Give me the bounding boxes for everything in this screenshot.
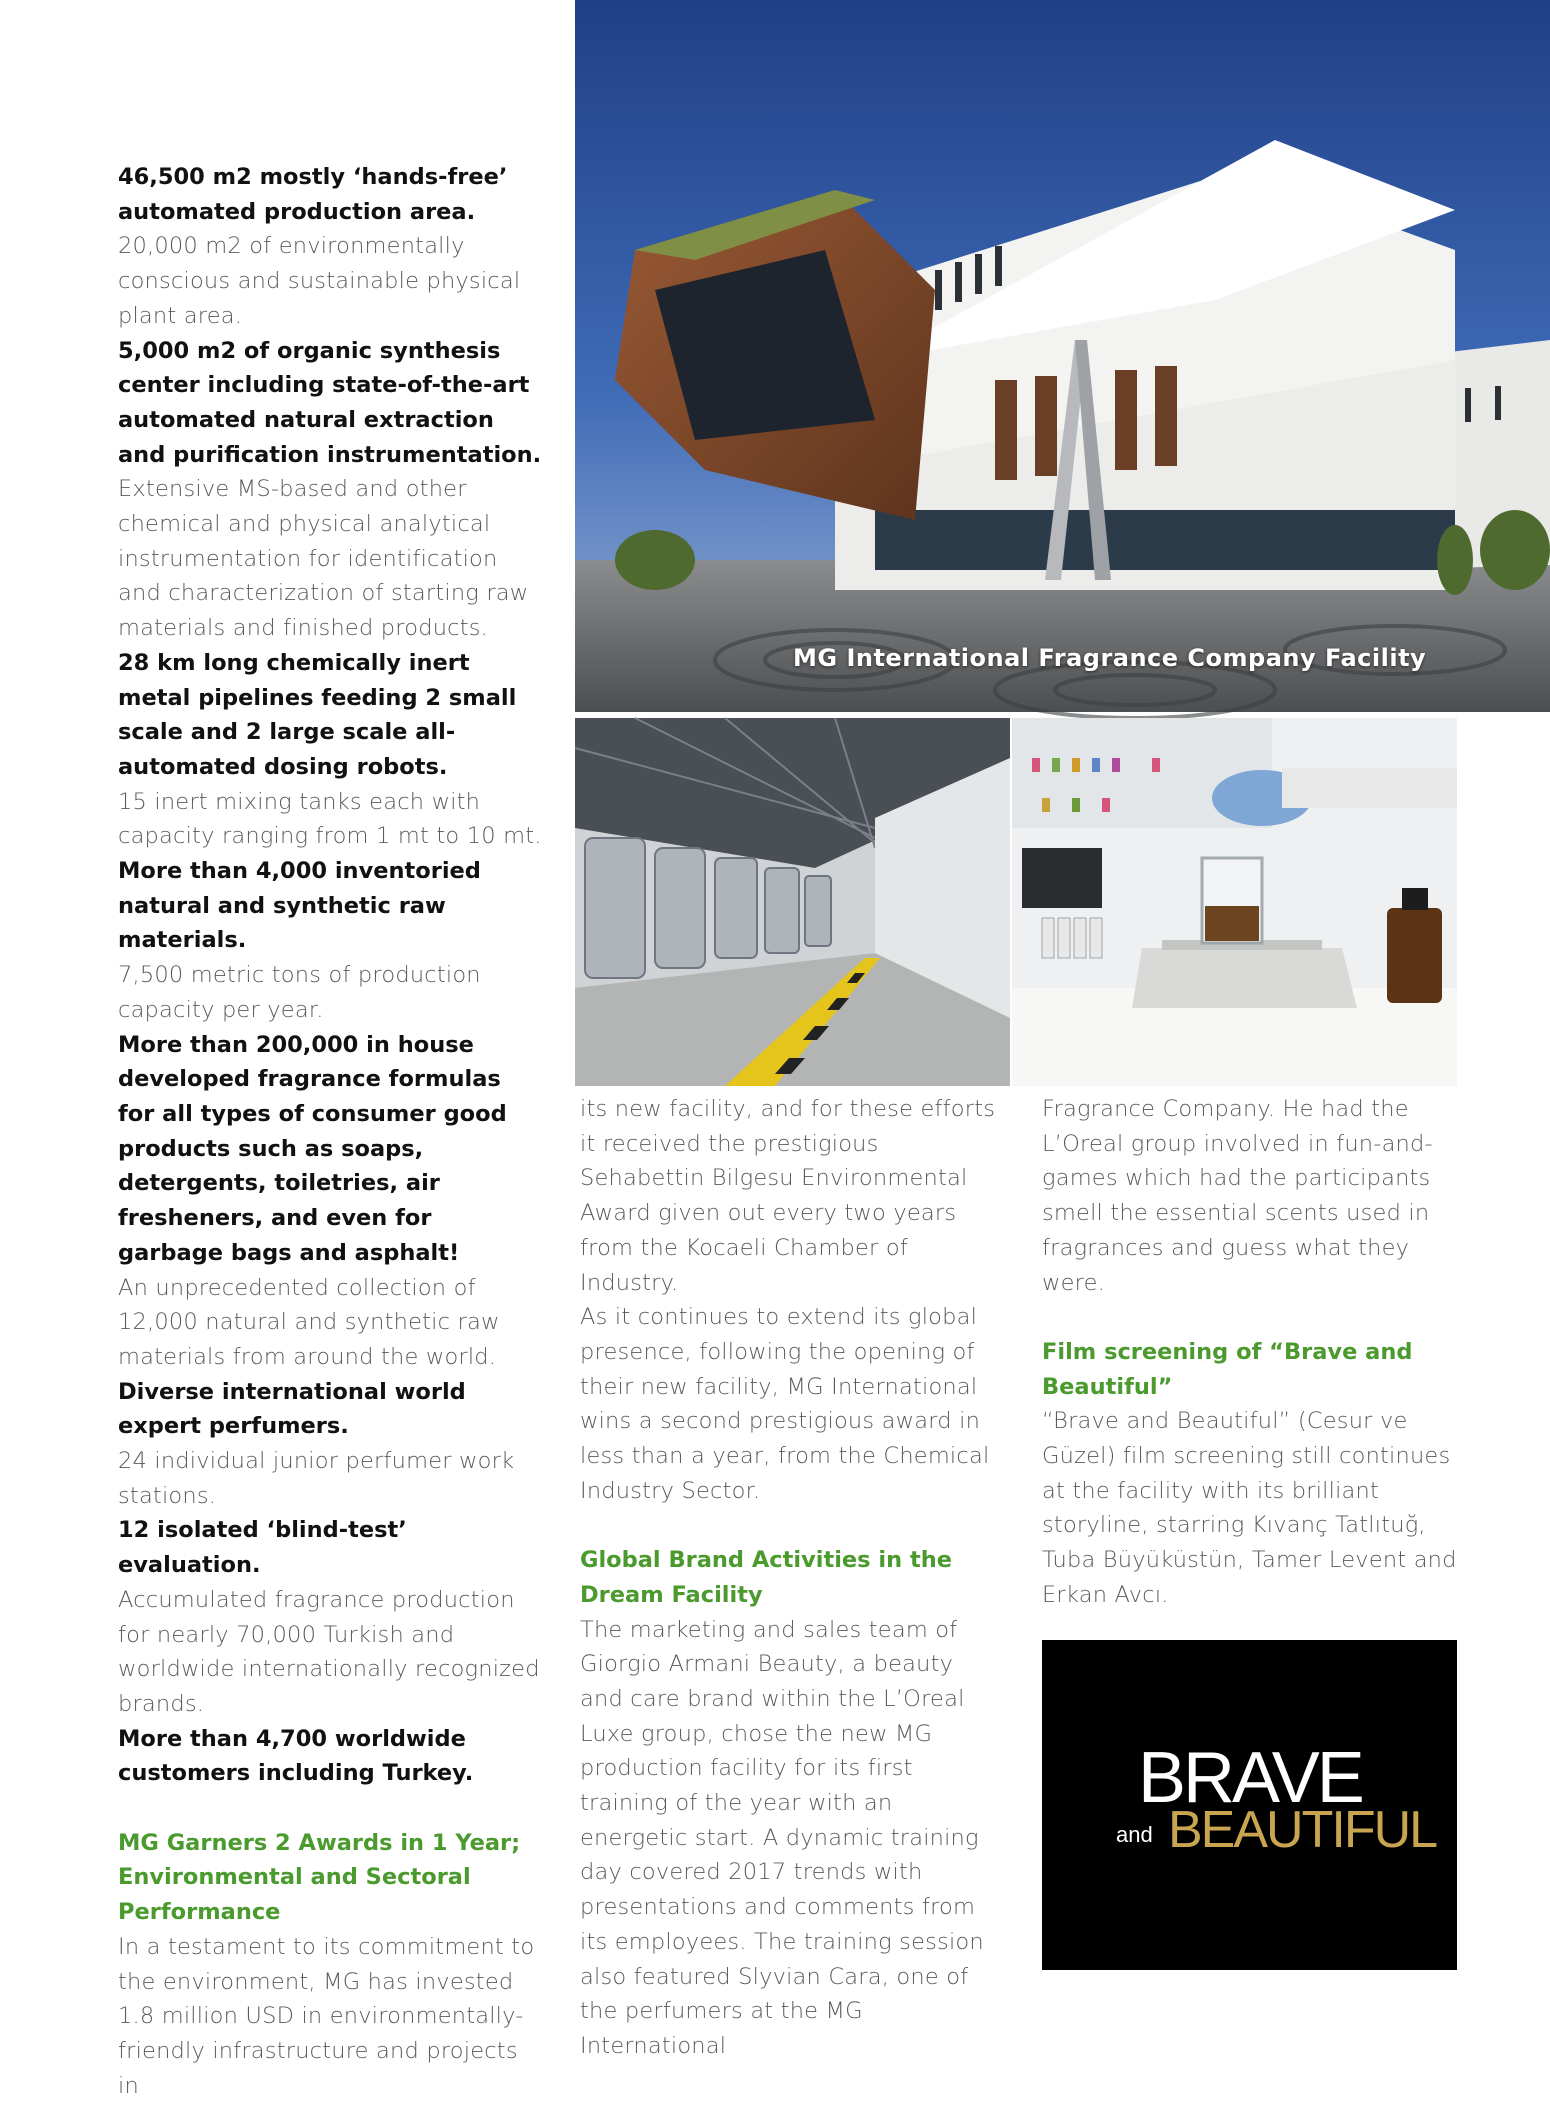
paragraph: 20,000 m2 of environmentally conscious and sustainable physical plant area. [118, 233, 521, 329]
laboratory-photo [1012, 718, 1457, 1086]
production-hall-photo [575, 718, 1010, 1086]
paragraph: In a testament to its commitment to the environment, MG has invested 1.8 million USD in environmentally-friendly infrastructure and projects in [118, 1933, 535, 2099]
paragraph: 24 individual junior perfumer work stations. [118, 1448, 515, 1509]
paragraph: 15 inert mixing tanks each with capacity ranging from 1 mt to 10 mt. [118, 788, 542, 850]
section-heading: Global Brand Activities in the Dream Facility [580, 1547, 953, 1608]
paragraph: “Brave and Beautiful” (Cesur ve Güzel) film screening still continues at the facility with its brilliant storyline, starring Kıvanç Tatlıtuğ, Tuba Büyüküstün, Tamer Levent and Erkan Avcı. [1042, 1408, 1457, 1608]
paragraph: its new facility, and for these efforts it received the prestigious Sehabettin Bilgesu Environmental Award given out every two years from the Kocaeli Chamber of Industry. [580, 1096, 996, 1296]
paragraph: 28 km long chemically inert metal pipelines feeding 2 small scale and 2 large scale all-automated dosing robots. [118, 649, 517, 780]
facility-building-photo [575, 0, 1550, 712]
paragraph-gap [580, 1508, 1000, 1543]
logo-brave-text: BRAVE [1138, 1738, 1362, 1818]
paragraph: An unprecedented collection of 12,000 natural and synthetic raw materials from around the world. [118, 1274, 500, 1370]
paragraph-gap [118, 1791, 543, 1826]
paragraph: As it continues to extend its global presence, following the opening of their new facility, MG International wins a second prestigious award in less than a year, from the Chemical Industry Sector. [580, 1304, 990, 1504]
brave-and-beautiful-logo [1042, 1640, 1457, 1970]
right-text-column [1042, 1092, 1467, 1613]
paragraph-gap [1042, 1300, 1467, 1335]
building-photo-caption: MG International Fragrance Company Facility [793, 644, 1427, 672]
paragraph: The marketing and sales team of Giorgio Armani Beauty, a beauty and care brand within the L’Oreal Luxe group, chose the new MG production facility for its first training of the year with an energetic start. A dynamic training day covered 2017 trends with presentations and comments from its employees. The training session also featured Slyvian Cara, one of the perfumers at the MG International [580, 1616, 984, 2059]
paragraph: 46,500 m2 mostly ‘hands-free’ automated production area. [118, 164, 508, 225]
left-text-column [118, 160, 543, 2103]
section-heading: Film screening of “Brave and Beautiful” [1042, 1338, 1413, 1400]
paragraph: More than 4,700 worldwide customers including Turkey. [118, 1725, 474, 1787]
paragraph: More than 200,000 in house developed fragrance formulas for all types of consumer good products such as soaps, detergents, toiletries, air fresheners, and even for garbage bags and asphalt! [118, 1031, 507, 1266]
paragraph: Fragrance Company. He had the L’Oreal group involved in fun-and-games which had the participants smell the essential scents used in fragrances and guess what they were. [1042, 1096, 1433, 1296]
middle-text-column [580, 1092, 1000, 2064]
paragraph: Diverse international world expert perfumers. [118, 1378, 466, 1440]
section-heading: MG Garners 2 Awards in 1 Year; Environmental and Sectoral Performance [118, 1829, 521, 1926]
paragraph: 12 isolated ‘blind-test’ evaluation. [118, 1517, 407, 1579]
paragraph: More than 4,000 inventoried natural and synthetic raw materials. [118, 858, 481, 954]
logo-beautiful-text: BEAUTIFUL [1168, 1801, 1437, 1859]
paragraph: 7,500 metric tons of production capacity per year. [118, 962, 481, 1023]
paragraph: 5,000 m2 of organic synthesis center including state-of-the-art automated natural extraction and purification instrumentation. [118, 337, 542, 468]
paragraph: Extensive MS-based and other chemical and physical analytical instrumentation for identification and characterization of starting raw materials and finished products. [118, 476, 529, 642]
paragraph: Accumulated fragrance production for nearly 70,000 Turkish and worldwide internationally recognized brands. [118, 1586, 540, 1717]
logo-and-text: and [1116, 1822, 1153, 1847]
